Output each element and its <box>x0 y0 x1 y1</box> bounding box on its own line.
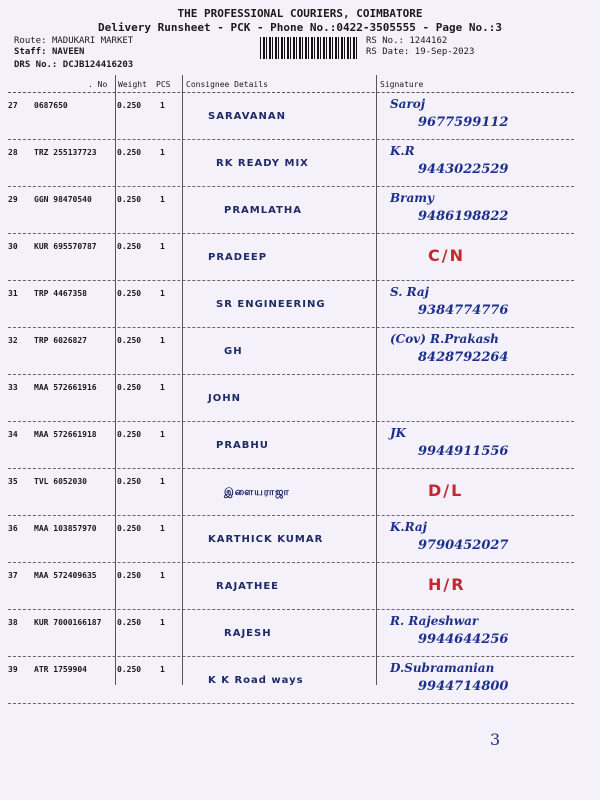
signature: Saroj <box>390 97 426 111</box>
col-pcs-header: PCS <box>156 80 171 89</box>
signature: JK <box>390 426 407 440</box>
phone-number: 8428792264 <box>418 350 509 365</box>
awb-number: GGN 98470540 <box>34 195 92 204</box>
pieces-value: 1 <box>160 524 165 533</box>
awb-number: KUR 7000166187 <box>34 618 102 627</box>
signature: R. Rajeshwar <box>390 614 479 628</box>
pieces-value: 1 <box>160 477 165 486</box>
consignee-name: SARAVANAN <box>208 111 286 122</box>
col-weight-header: Weight <box>118 80 147 89</box>
serial-number: 36 <box>8 524 18 533</box>
consignee-name: JOHN <box>208 393 241 404</box>
signature: (Cov) R.Prakash <box>390 332 499 346</box>
status-mark: C/N <box>428 246 465 265</box>
weight-value: 0.250 <box>117 336 142 345</box>
table-row <box>8 93 574 140</box>
consignee-name: K K Road ways <box>208 675 304 686</box>
table-header <box>8 75 574 93</box>
signature: K.R <box>390 144 415 158</box>
phone-number: 9944911556 <box>418 444 509 459</box>
pieces-value: 1 <box>160 148 165 157</box>
drs-label: DRS No.: <box>14 60 58 70</box>
phone-number: 9944644256 <box>418 632 509 647</box>
staff-line <box>14 47 84 57</box>
rs-date-value: 19-Sep-2023 <box>414 47 475 57</box>
awb-number: MAA 103857970 <box>34 524 97 533</box>
phone-number: 9443022529 <box>418 162 509 177</box>
serial-number: 32 <box>8 336 18 345</box>
weight-value: 0.250 <box>117 195 142 204</box>
serial-number: 38 <box>8 618 18 627</box>
rs-no-label: RS No.: <box>366 36 404 46</box>
table-row <box>8 281 574 328</box>
table-row <box>8 516 574 563</box>
table-body <box>8 93 574 704</box>
barcode <box>260 37 358 59</box>
col-signature-header: Signature <box>380 80 424 89</box>
rs-date-line <box>366 47 474 57</box>
runsheet-subtitle: Delivery Runsheet - PCK - Phone No.:0422-3505555 - Page No.:3 <box>98 21 502 34</box>
staff-label: Staff: <box>14 47 47 57</box>
pieces-value: 1 <box>160 289 165 298</box>
table-row <box>8 610 574 657</box>
weight-value: 0.250 <box>117 618 142 627</box>
serial-number: 34 <box>8 430 18 439</box>
signature: K.Raj <box>390 520 427 534</box>
drs-line <box>14 60 133 70</box>
awb-number: MAA 572661918 <box>34 430 97 439</box>
pieces-value: 1 <box>160 242 165 251</box>
serial-number: 37 <box>8 571 18 580</box>
route-line <box>14 36 133 46</box>
consignee-name: KARTHICK KUMAR <box>208 534 324 545</box>
serial-number: 31 <box>8 289 18 298</box>
staff-value: NAVEEN <box>51 47 85 57</box>
phone-number: 9384774776 <box>418 303 509 318</box>
serial-number: 35 <box>8 477 18 486</box>
table-row <box>8 375 574 422</box>
drs-value: DCJB124416203 <box>62 60 134 70</box>
table-row <box>8 657 574 704</box>
col-consignee-header: Consignee Details <box>186 80 268 89</box>
consignee-name: PRADEEP <box>208 252 268 263</box>
route-label: Route: <box>14 36 47 46</box>
awb-number: TRP 4467358 <box>34 289 87 298</box>
phone-number: 9790452027 <box>418 538 509 553</box>
rs-no-line <box>366 36 447 46</box>
serial-number: 39 <box>8 665 18 674</box>
pieces-value: 1 <box>160 336 165 345</box>
weight-value: 0.250 <box>117 430 142 439</box>
weight-value: 0.250 <box>117 477 142 486</box>
col-sno-header: . No <box>88 80 108 89</box>
awb-number: TRZ 255137723 <box>34 148 97 157</box>
signature: D.Subramanian <box>390 661 495 675</box>
awb-number: 0687650 <box>34 101 68 110</box>
consignee-name: RAJESH <box>224 628 272 639</box>
redaction <box>14 78 70 90</box>
awb-number: MAA 572409635 <box>34 571 97 580</box>
pieces-value: 1 <box>160 665 165 674</box>
pieces-value: 1 <box>160 618 165 627</box>
table-row <box>8 234 574 281</box>
signature: S. Raj <box>390 285 429 299</box>
awb-number: TRP 6026827 <box>34 336 87 345</box>
pieces-value: 1 <box>160 101 165 110</box>
consignee-name: இளையராஜா <box>224 487 290 498</box>
status-mark: D/L <box>428 481 464 500</box>
phone-number: 9677599112 <box>418 115 509 130</box>
awb-number: ATR 1759904 <box>34 665 87 674</box>
weight-value: 0.250 <box>117 289 142 298</box>
weight-value: 0.250 <box>117 148 142 157</box>
weight-value: 0.250 <box>117 524 142 533</box>
weight-value: 0.250 <box>117 665 142 674</box>
weight-value: 0.250 <box>117 571 142 580</box>
status-mark: H/R <box>428 575 466 594</box>
phone-number: 9486198822 <box>418 209 509 224</box>
pieces-value: 1 <box>160 383 165 392</box>
consignee-name: PRABHU <box>216 440 269 451</box>
awb-number: TVL 6052030 <box>34 477 87 486</box>
runsheet-table <box>8 75 574 704</box>
weight-value: 0.250 <box>117 383 142 392</box>
table-row <box>8 469 574 516</box>
serial-number: 29 <box>8 195 18 204</box>
serial-number: 33 <box>8 383 18 392</box>
company-title: THE PROFESSIONAL COURIERS, COIMBATORE <box>177 7 423 20</box>
table-row <box>8 422 574 469</box>
consignee-name: SR ENGINEERING <box>216 299 326 310</box>
table-row <box>8 328 574 375</box>
table-row <box>8 187 574 234</box>
rs-date-label: RS Date: <box>366 47 410 57</box>
pieces-value: 1 <box>160 571 165 580</box>
consignee-name: RK READY MIX <box>216 158 309 169</box>
table-row <box>8 563 574 610</box>
rs-no-value: 1244162 <box>409 36 448 46</box>
weight-value: 0.250 <box>117 101 142 110</box>
route-value: MADUKARI MARKET <box>51 36 134 46</box>
weight-value: 0.250 <box>117 242 142 251</box>
consignee-name: PRAMLATHA <box>224 205 302 216</box>
handwritten-page-mark: 3 <box>490 730 501 749</box>
serial-number: 27 <box>8 101 18 110</box>
consignee-name: GH <box>224 346 243 357</box>
phone-number: 9944714800 <box>418 679 509 694</box>
pieces-value: 1 <box>160 195 165 204</box>
serial-number: 30 <box>8 242 18 251</box>
signature: Bramy <box>390 191 434 205</box>
table-row <box>8 140 574 187</box>
consignee-name: RAJATHEE <box>216 581 279 592</box>
awb-number: MAA 572661916 <box>34 383 97 392</box>
awb-number: KUR 695570787 <box>34 242 97 251</box>
serial-number: 28 <box>8 148 18 157</box>
pieces-value: 1 <box>160 430 165 439</box>
